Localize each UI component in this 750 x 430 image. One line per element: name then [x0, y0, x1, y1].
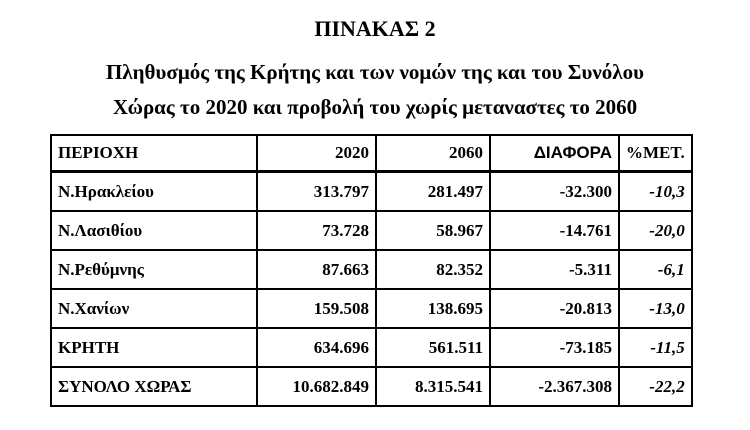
- cell-area: Ν.Λασιθίου: [51, 211, 257, 250]
- cell-2020: 159.508: [257, 289, 376, 328]
- table-title: ΠΙΝΑΚΑΣ 2: [314, 16, 436, 41]
- cell-2060: 138.695: [376, 289, 490, 328]
- cell-area: Ν.Ηρακλείου: [51, 172, 257, 212]
- cell-difference: -73.185: [490, 328, 619, 367]
- cell-percent-change: -22,2: [619, 367, 692, 406]
- header-percent-change: %ΜΕΤ.: [619, 135, 692, 172]
- header-2020: 2020: [257, 135, 376, 172]
- cell-2060: 82.352: [376, 250, 490, 289]
- header-area: ΠΕΡΙΟΧΗ: [51, 135, 257, 172]
- cell-2020: 634.696: [257, 328, 376, 367]
- cell-2060: 8.315.541: [376, 367, 490, 406]
- table-row: [51, 289, 692, 328]
- cell-percent-change: -10,3: [619, 172, 692, 212]
- cell-difference: -14.761: [490, 211, 619, 250]
- header-2060: 2060: [376, 135, 490, 172]
- cell-percent-change: -13,0: [619, 289, 692, 328]
- table-row: [51, 328, 692, 367]
- cell-2020: 73.728: [257, 211, 376, 250]
- table-subtitle-line2: Χώρας το 2020 και προβολή του χωρίς μεταναστες το 2060: [112, 95, 638, 119]
- cell-percent-change: -11,5: [619, 328, 692, 367]
- cell-percent-change: -20,0: [619, 211, 692, 250]
- cell-2020: 10.682.849: [257, 367, 376, 406]
- table-row: [51, 250, 692, 289]
- cell-area: ΣΥΝΟΛΟ ΧΩΡΑΣ: [51, 367, 257, 406]
- population-table: [50, 134, 693, 407]
- table-subtitle-line1: Πληθυσμός της Κρήτης και των νομών της και του Συνόλου: [105, 60, 645, 84]
- table-row: [51, 367, 692, 406]
- cell-difference: -32.300: [490, 172, 619, 212]
- cell-difference: -5.311: [490, 250, 619, 289]
- table-row: [51, 172, 692, 212]
- cell-2020: 87.663: [257, 250, 376, 289]
- table-row: [51, 211, 692, 250]
- cell-2020: 313.797: [257, 172, 376, 212]
- cell-area: ΚΡΗΤΗ: [51, 328, 257, 367]
- cell-2060: 281.497: [376, 172, 490, 212]
- cell-percent-change: -6,1: [619, 250, 692, 289]
- cell-2060: 561.511: [376, 328, 490, 367]
- cell-2060: 58.967: [376, 211, 490, 250]
- table-header-row: [51, 135, 692, 172]
- header-difference: ΔΙΑΦΟΡΑ: [490, 135, 619, 172]
- cell-area: Ν.Ρεθύμνης: [51, 250, 257, 289]
- cell-difference: -2.367.308: [490, 367, 619, 406]
- cell-difference: -20.813: [490, 289, 619, 328]
- cell-area: Ν.Χανίων: [51, 289, 257, 328]
